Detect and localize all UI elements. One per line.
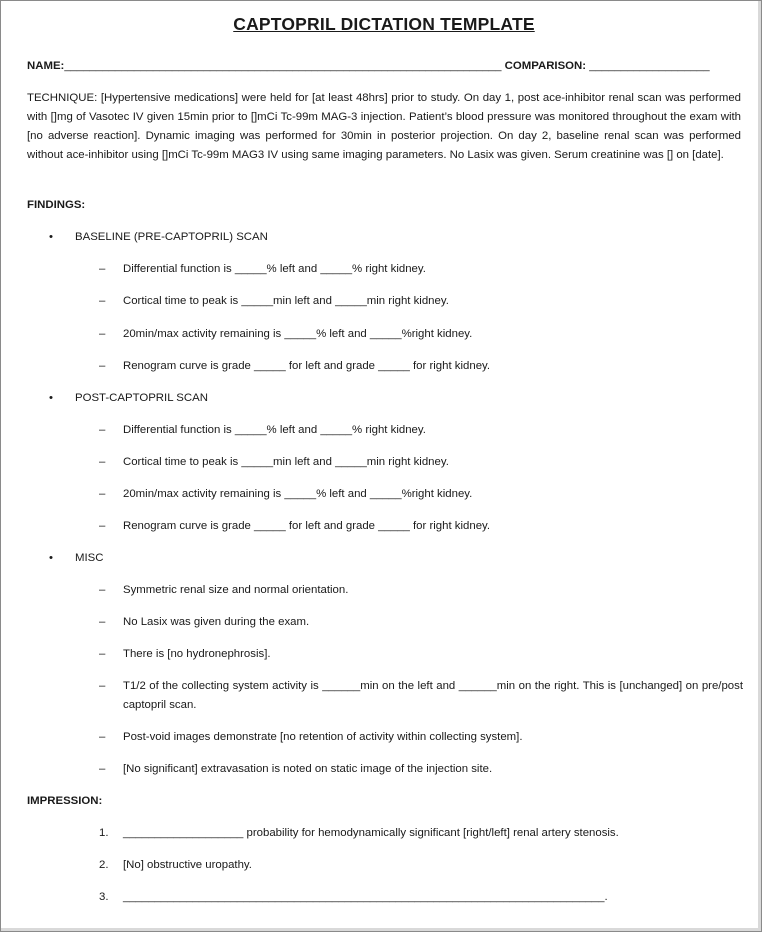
- misc-item: No Lasix was given during the exam.: [123, 616, 310, 628]
- misc-item: Symmetric renal size and normal orientation.: [123, 584, 349, 596]
- baseline-item: Renogram curve is grade _____ for left and grade _____ for right kidney.: [123, 360, 491, 372]
- dash-mark: –: [99, 584, 106, 596]
- baseline-item: Differential function is _____% left and _____% right kidney.: [123, 263, 426, 275]
- misc-item: [No significant] extravasation is noted on static image of the injection site.: [123, 763, 493, 775]
- dash-mark: –: [99, 616, 106, 628]
- baseline-item: 20min/max activity remaining is _____% left and _____%right kidney.: [123, 328, 473, 340]
- misc-item: T1/2 of the collecting system activity is ______min on the left and ______min on the right. This is [unchanged] on pre/post captopril scan.: [123, 680, 743, 711]
- document-title: CAPTOPRIL DICTATION TEMPLATE: [233, 14, 535, 34]
- impression-number: 2.: [99, 859, 109, 871]
- dash-mark: –: [99, 488, 106, 500]
- misc-heading: MISC: [75, 552, 104, 564]
- bullet-mark: •: [49, 231, 53, 243]
- dash-mark: –: [99, 295, 106, 307]
- dash-mark: –: [99, 456, 106, 468]
- post-item: Renogram curve is grade _____ for left and grade _____ for right kidney.: [123, 520, 491, 532]
- misc-item: Post-void images demonstrate [no retention of activity within collecting system].: [123, 731, 523, 743]
- impression-text: [No] obstructive uropathy.: [123, 859, 252, 871]
- post-item: Differential function is _____% left and _____% right kidney.: [123, 424, 426, 436]
- findings-heading: FINDINGS:: [27, 199, 86, 211]
- impression-number: 3.: [99, 891, 109, 903]
- dash-mark: –: [99, 763, 106, 775]
- dash-mark: –: [99, 328, 106, 340]
- name-blank: _____________________________________________________________________: [64, 60, 502, 72]
- dash-mark: –: [99, 360, 106, 372]
- post-item: 20min/max activity remaining is _____% left and _____%right kidney.: [123, 488, 473, 500]
- post-heading: POST-CAPTOPRIL SCAN: [75, 392, 208, 404]
- impression-text: ___________________ probability for hemodynamically significant [right/left] renal artery stenosis.: [123, 827, 619, 839]
- misc-item: There is [no hydronephrosis].: [123, 648, 271, 660]
- post-item: Cortical time to peak is _____min left and _____min right kidney.: [123, 456, 449, 468]
- header-line: [27, 57, 741, 76]
- dash-mark: –: [99, 680, 106, 692]
- dash-mark: –: [99, 424, 106, 436]
- dash-mark: –: [99, 520, 106, 532]
- impression-text: ____________________________________________________________________________.: [123, 891, 608, 903]
- dash-mark: –: [99, 731, 106, 743]
- name-label: NAME:: [27, 60, 65, 72]
- impression-number: 1.: [99, 827, 109, 839]
- impression-heading: IMPRESSION:: [27, 795, 103, 807]
- bullet-mark: •: [49, 552, 53, 564]
- dash-mark: –: [99, 648, 106, 660]
- baseline-item: Cortical time to peak is _____min left and _____min right kidney.: [123, 295, 449, 307]
- comparison-blank: ___________________: [589, 60, 710, 72]
- baseline-heading: BASELINE (PRE-CAPTOPRIL) SCAN: [75, 231, 268, 243]
- technique-paragraph: TECHNIQUE: [Hypertensive medications] were held for [at least 48hrs] prior to study. On day 1, post ace-inhibitor renal scan was performed with []mg of Vasotec IV given 15min prior to []mCi Tc-99m MAG-3 injection. Patient’s blood pressure was monitored throughout the exam with [no adverse reaction]. Dynamic imaging was performed for 30min in posterior projection. On day 2, baseline renal scan was performed without ace-inhibitor using []mCi Tc-99m MAG3 IV using same imaging parameters. No Lasix was given. Serum creatinine was [] on [date].: [27, 92, 741, 161]
- comparison-label: COMPARISON:: [504, 60, 587, 72]
- bullet-mark: •: [49, 392, 53, 404]
- dash-mark: –: [99, 263, 106, 275]
